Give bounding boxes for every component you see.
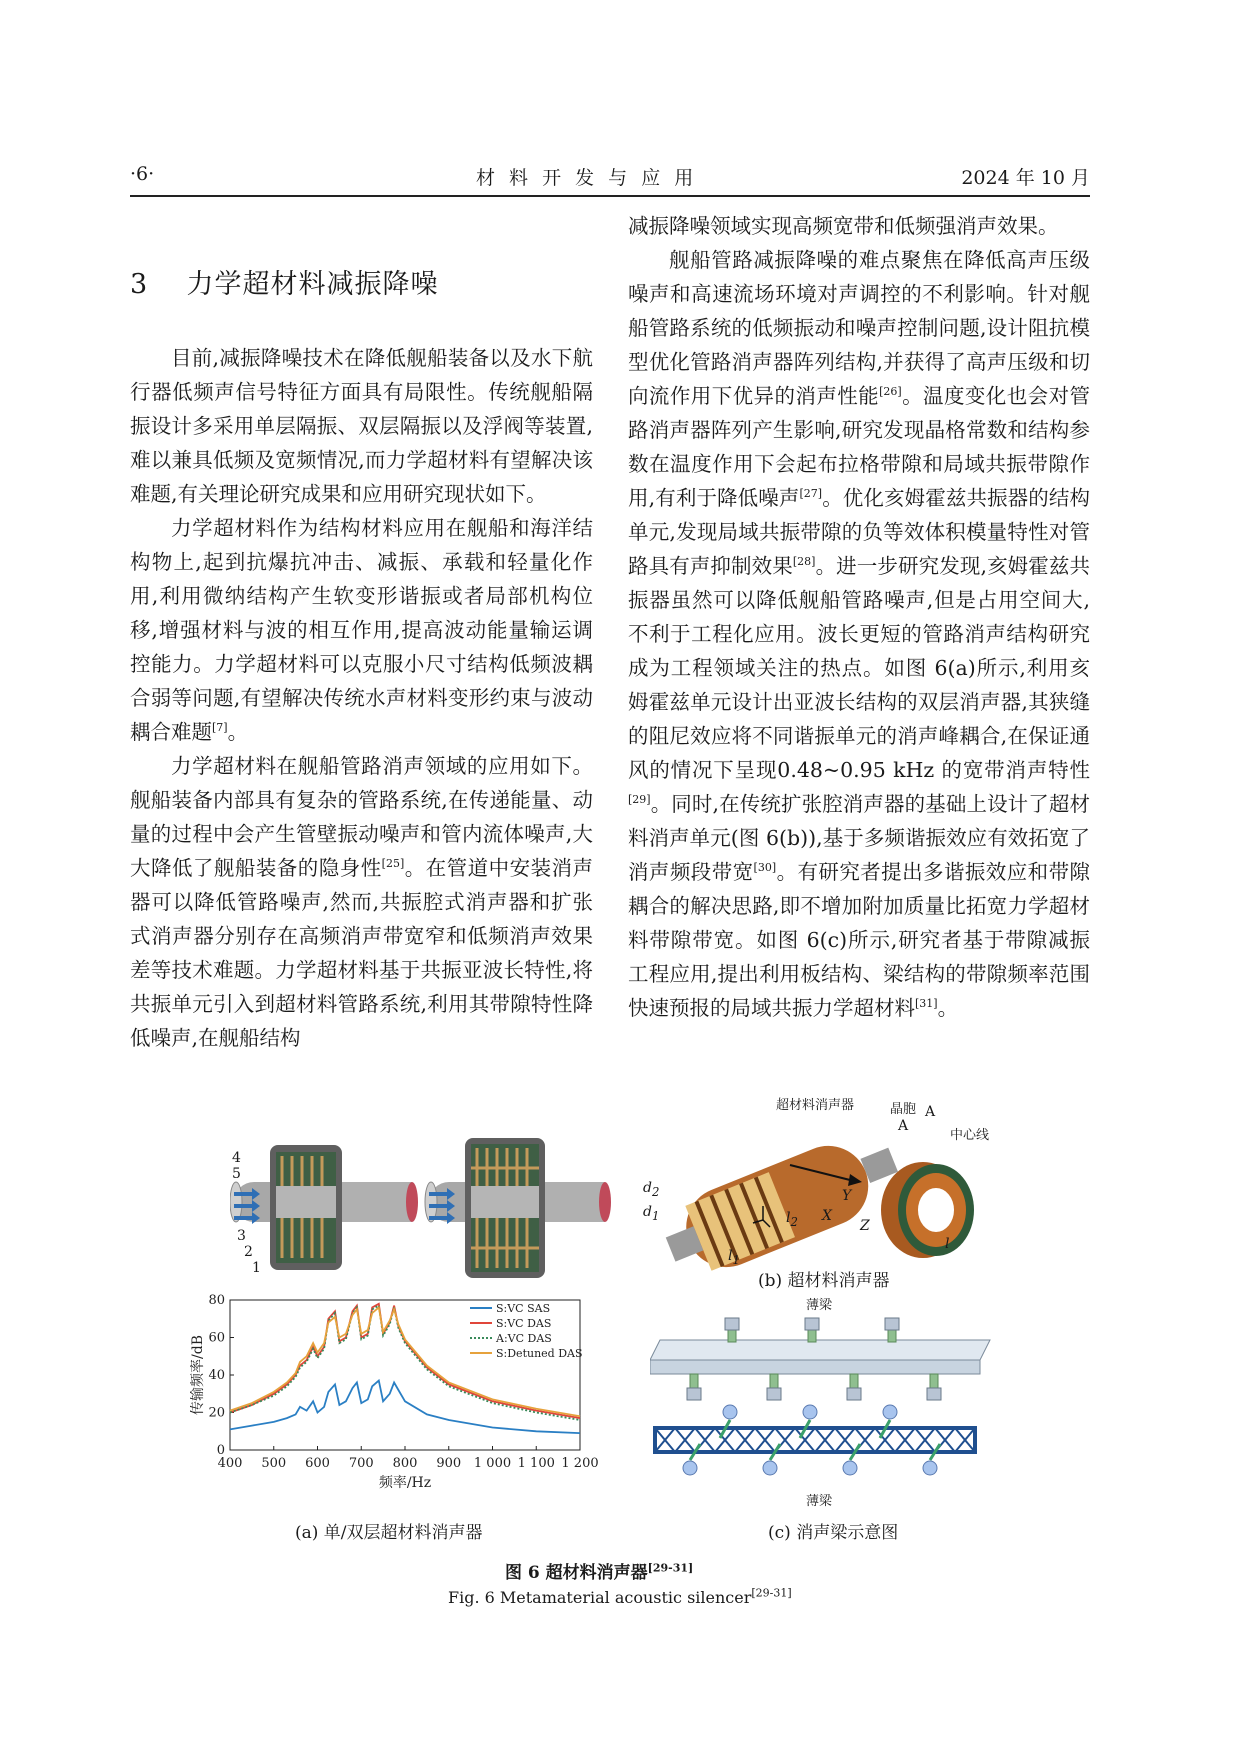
x-tick-label: 500 <box>261 1456 287 1471</box>
citation: [25] <box>381 857 405 871</box>
figure-c-beam-diagram <box>650 1310 1050 1510</box>
truss-structure <box>655 1405 975 1475</box>
x-tick-label: 1 000 <box>473 1456 512 1471</box>
dim-l2: $l_2$ <box>786 1210 798 1229</box>
y-tick-label: 40 <box>208 1368 225 1383</box>
axis-y-label: Y <box>842 1188 852 1204</box>
legend-label: S:VC SAS <box>496 1302 551 1315</box>
citation: [29-31] <box>647 1561 694 1575</box>
y-tick-label: 60 <box>208 1330 225 1346</box>
dim-l: l <box>945 1236 950 1252</box>
x-tick-label: 1 200 <box>561 1456 599 1471</box>
x-tick-label: 1 100 <box>517 1456 555 1471</box>
header-rule <box>130 195 1090 197</box>
cell-label: 晶胞 <box>890 1102 917 1117</box>
part-label: 2 <box>244 1244 253 1260</box>
part-label: 4 <box>232 1150 241 1166</box>
axis-x-label: X <box>822 1208 832 1224</box>
thin-beam-label-bottom: 薄梁 <box>806 1494 833 1509</box>
figure-b-silencer-diagram <box>660 1110 1060 1290</box>
x-tick-label: 600 <box>305 1456 330 1471</box>
paragraph: 减振降噪领域实现高频宽带和低频强消声效果。 <box>628 214 1059 238</box>
part-label: 3 <box>237 1228 246 1244</box>
subcaption-c: (c) 消声梁示意图 <box>768 1523 899 1543</box>
part-label: 1 <box>252 1260 261 1276</box>
legend-label: A:VC DAS <box>496 1332 552 1345</box>
figure-a-transmission-loss-chart <box>190 1290 620 1510</box>
figure-caption-cn: 图 6 超材料消声器[29-31] <box>505 1561 694 1583</box>
y-tick-label: 80 <box>208 1293 225 1308</box>
section-heading: 力学超材料减振降噪 <box>186 269 439 300</box>
issue-date: 2024 年 10 月 <box>961 167 1090 189</box>
paragraph: 力学超材料在舰船管路消声领域的应用如下。舰船装备内部具有复杂的管路系统,在传递能量、动量的过程中会产生管壁振动噪声和管内流体噪声,大大降低了舰船装备的隐身性[25]。在管道中安装消声器可以降低管路噪声,然而,共振腔式消声器和扩张式消声器分别存在高频消声带宽窄和低频消声效果差等技术难题。力学超材料基于共振亚波长特性,将共振单元引入到超材料管路系统,利用其带隙特性降低噪声,在舰船结构 <box>130 754 594 1050</box>
subcaption-b: (b) 超材料消声器 <box>758 1271 890 1291</box>
x-tick-label: 900 <box>436 1456 462 1471</box>
legend-label: S:Detuned DAS <box>496 1347 583 1360</box>
citation: [31] <box>915 997 938 1011</box>
journal-title: 材 料 开 发 与 应 用 <box>476 167 698 189</box>
centerline-label: 中心线 <box>950 1128 990 1143</box>
figure-caption-en: Fig. 6 Metamaterial acoustic silencer[29-31] <box>448 1586 792 1607</box>
figure-a-silencer-illustration <box>230 1130 630 1290</box>
part-label: 5 <box>232 1166 241 1182</box>
unit-cell-ring <box>881 1162 974 1258</box>
thin-beam-label-top: 薄梁 <box>806 1298 833 1313</box>
y-axis-label: 传输频率/dB <box>190 1335 206 1415</box>
legend-label: S:VC DAS <box>496 1317 552 1330</box>
paragraph: 目前,减振降噪技术在降低舰船装备以及水下航行器低频声信号特征方面具有局限性。传统舰船隔振设计多采用单层隔振、双层隔振以及浮阀等装置,难以兼具低频及宽频情况,而力学超材料有望解决该难题,有关理论研究成果和应用研究现状如下。 <box>130 346 593 506</box>
section-number: 3 <box>130 269 149 300</box>
x-tick-label: 400 <box>217 1456 243 1471</box>
y-tick-label: 20 <box>208 1405 225 1421</box>
dim-d1: $d_1$ <box>643 1204 660 1223</box>
citation: [7] <box>212 721 228 735</box>
section-mark: A <box>898 1118 909 1134</box>
citation: [29-31] <box>751 1586 792 1600</box>
x-tick-label: 800 <box>392 1456 418 1471</box>
citation: [29] <box>628 793 651 807</box>
axis-z-label: Z <box>860 1218 870 1234</box>
dim-d2: $d_2$ <box>643 1180 660 1199</box>
citation: [30] <box>753 861 777 875</box>
right-column <box>628 209 1090 1025</box>
citation: [27] <box>799 487 823 501</box>
section-mark: A <box>925 1104 936 1120</box>
left-column <box>130 341 593 1055</box>
y-tick-label: 0 <box>216 1443 225 1458</box>
x-tick-label: 700 <box>348 1456 374 1471</box>
paragraph: 力学超材料作为结构材料应用在舰船和海洋结构物上,起到抗爆抗冲击、减振、承载和轻量化作用,利用微纳结构产生软变形谐振或者局部机构位移,增强材料与波的相互作用,提高波动能量输运调控能力。力学超材料可以克服小尺寸结构低频波耦合弱等问题,有望解决传统水声材料变形约束与波动耦合难题[7]。 <box>130 516 593 744</box>
double-layer-silencer <box>425 1138 611 1278</box>
section-title <box>130 262 439 301</box>
x-axis-label: 频率/Hz <box>378 1475 432 1491</box>
page-number: ·6· <box>130 163 155 185</box>
single-layer-silencer <box>230 1145 418 1270</box>
subcaption-a: (a) 单/双层超材料消声器 <box>295 1523 483 1543</box>
silencer-label: 超材料消声器 <box>776 1098 855 1113</box>
paragraph: 舰船管路减振降噪的难点聚焦在降低高声压级噪声和高速流场环境对声调控的不利影响。针对舰船管路系统的低频振动和噪声控制问题,设计阻抗模型优化管路消声器阵列结构,并获得了高声压级和切向流作用下优异的消声性能[26]。温度变化也会对管路消声器阵列产生影响,研究发现晶格常数和结构参数在温度作用下会起布拉格带隙和局域共振带隙作用,有利于降低噪声[27]。优化亥姆霍兹共振器的结构单元,发现局域共振带隙的负等效体积模量特性对管路具有声抑制效果[28]。进一步研究发现,亥姆霍兹共振器虽然可以降低舰船管路噪声,但是占用空间大,不利于工程化应用。波长更短的管路消声结构研究成为工程领域关注的热点。如图 6(a)所示,利用亥姆霍兹单元设计出亚波长结构的双层消声器,其狭缝的阻尼效应将不同谐振单元的消声峰耦合,在保证通风的情况下呈现0.48~0.95 kHz 的宽带消声特性[29]。同时,在传统扩张腔消声器的基础上设计了超材料消声单元(图 6(b)),基于多频谐振效应有效拓宽了消声频段带宽[30]。有研究者提出多谐振效应和带隙耦合的解决思路,即不增加附加质量比拓宽力学超材料带隙带宽。如图 6(c)所示,研究者基于带隙减振工程应用,提出利用板结构、梁结构的带隙频率范围快速预报的局域共振力学超材料[31]。 <box>628 248 1091 1020</box>
citation: [26] <box>879 385 902 399</box>
citation: [28] <box>792 555 816 569</box>
plate-structure <box>650 1318 990 1400</box>
dim-l1: $l_1$ <box>728 1248 740 1267</box>
